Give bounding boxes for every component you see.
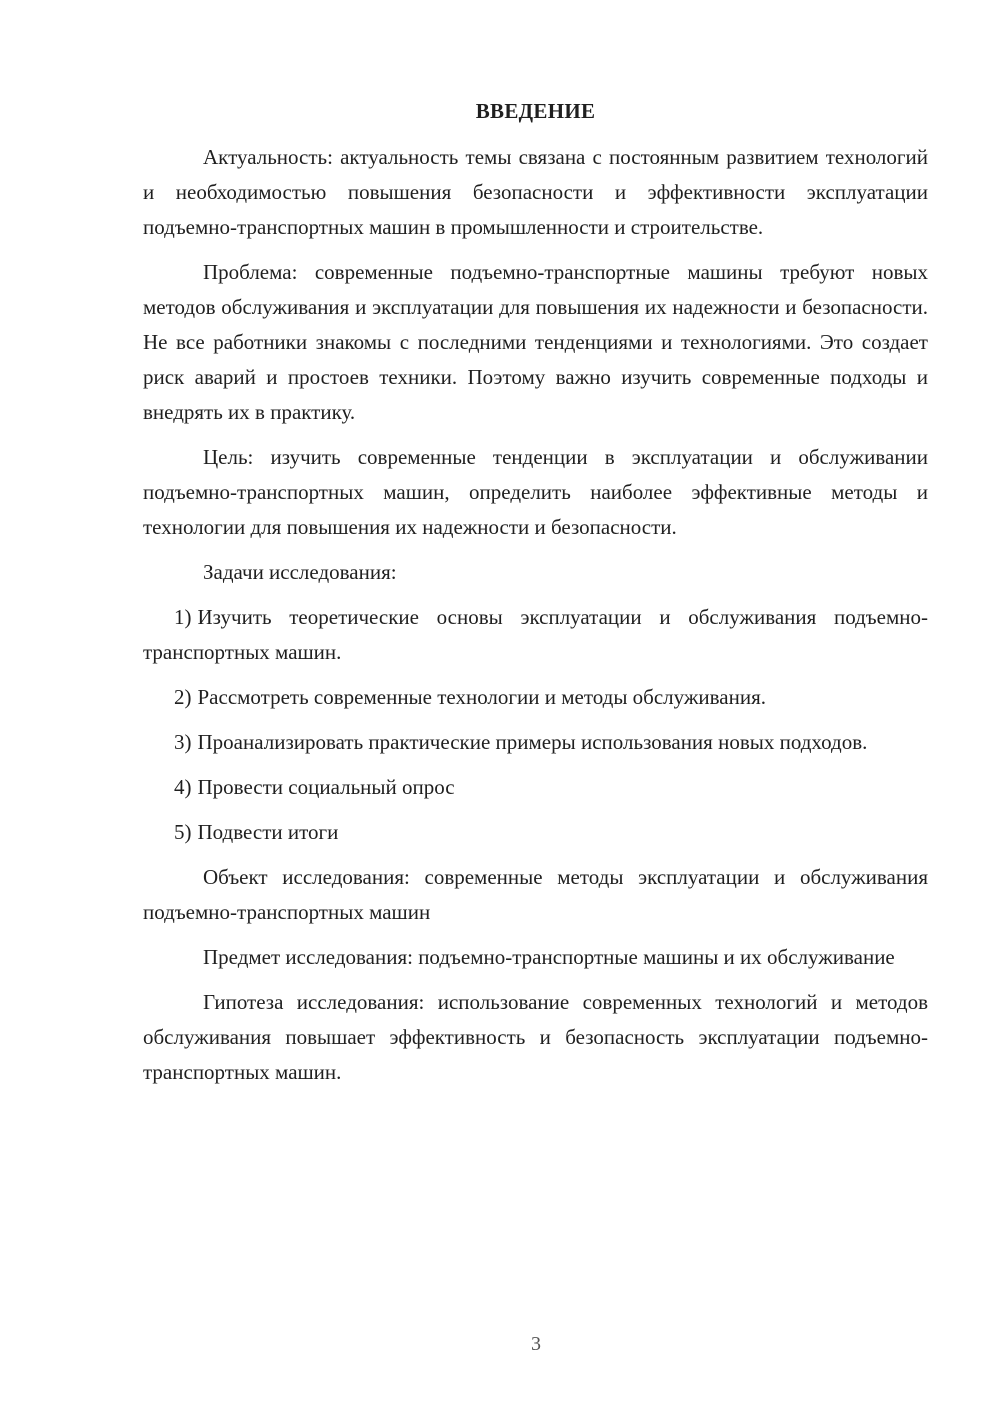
list-item-text: Изучить теоретические основы эксплуатации и обслуживания подъемно-транспортных машин.	[143, 605, 928, 664]
hypothesis-paragraph: Гипотеза исследования: использование современных технологий и методов обслуживания повышает эффективность и безопасность эксплуатации подъемно-транспортных машин.	[143, 990, 928, 1084]
goal-paragraph: Цель: изучить современные тенденции в эксплуатации и обслуживании подъемно-транспортных машин, определить наиболее эффективные методы и технологии для повышения их надежности и безопасности.	[143, 445, 928, 539]
list-item-number: 1)	[174, 605, 192, 629]
problem-paragraph: Проблема: современные подъемно-транспортные машины требуют новых методов обслуживания и эксплуатации для повышения их надежности и безопасности. Не все работники знакомы с последними тенденциями и технологиями. Это создает риск аварий и простоев техники. Поэтому важно изучить современные подходы и внедрять их в практику.	[143, 260, 928, 424]
page-number: 3	[531, 1333, 541, 1355]
list-item	[143, 815, 928, 850]
list-item-number: 2)	[174, 685, 192, 709]
page-content	[143, 96, 928, 1100]
object-paragraph: Объект исследования: современные методы эксплуатации и обслуживания подъемно-транспортных машин	[143, 865, 928, 924]
list-item-number: 5)	[174, 820, 192, 844]
list-item-text: Подвести итоги	[197, 820, 339, 844]
list-item-number: 4)	[174, 775, 192, 799]
relevance-paragraph: Актуальность: актуальность темы связана с постоянным развитием технологий и необходимостью повышения безопасности и эффективности эксплуатации подъемно-транспортных машин в промышленности и строительстве.	[143, 145, 928, 239]
list-item-text: Провести социальный опрос	[197, 775, 455, 799]
tasks-heading: Задачи исследования:	[203, 560, 397, 584]
list-item	[143, 600, 928, 670]
section-title: ВВЕДЕНИЕ	[475, 99, 596, 123]
list-item-text: Проанализировать практические примеры использования новых подходов.	[197, 730, 868, 754]
list-item	[143, 770, 928, 805]
list-item-number: 3)	[174, 730, 192, 754]
list-item	[143, 725, 928, 760]
subject-paragraph: Предмет исследования: подъемно-транспортные машины и их обслуживание	[203, 945, 895, 969]
tasks-list	[143, 600, 928, 850]
list-item-text: Рассмотреть современные технологии и методы обслуживания.	[197, 685, 766, 709]
list-item	[143, 680, 928, 715]
